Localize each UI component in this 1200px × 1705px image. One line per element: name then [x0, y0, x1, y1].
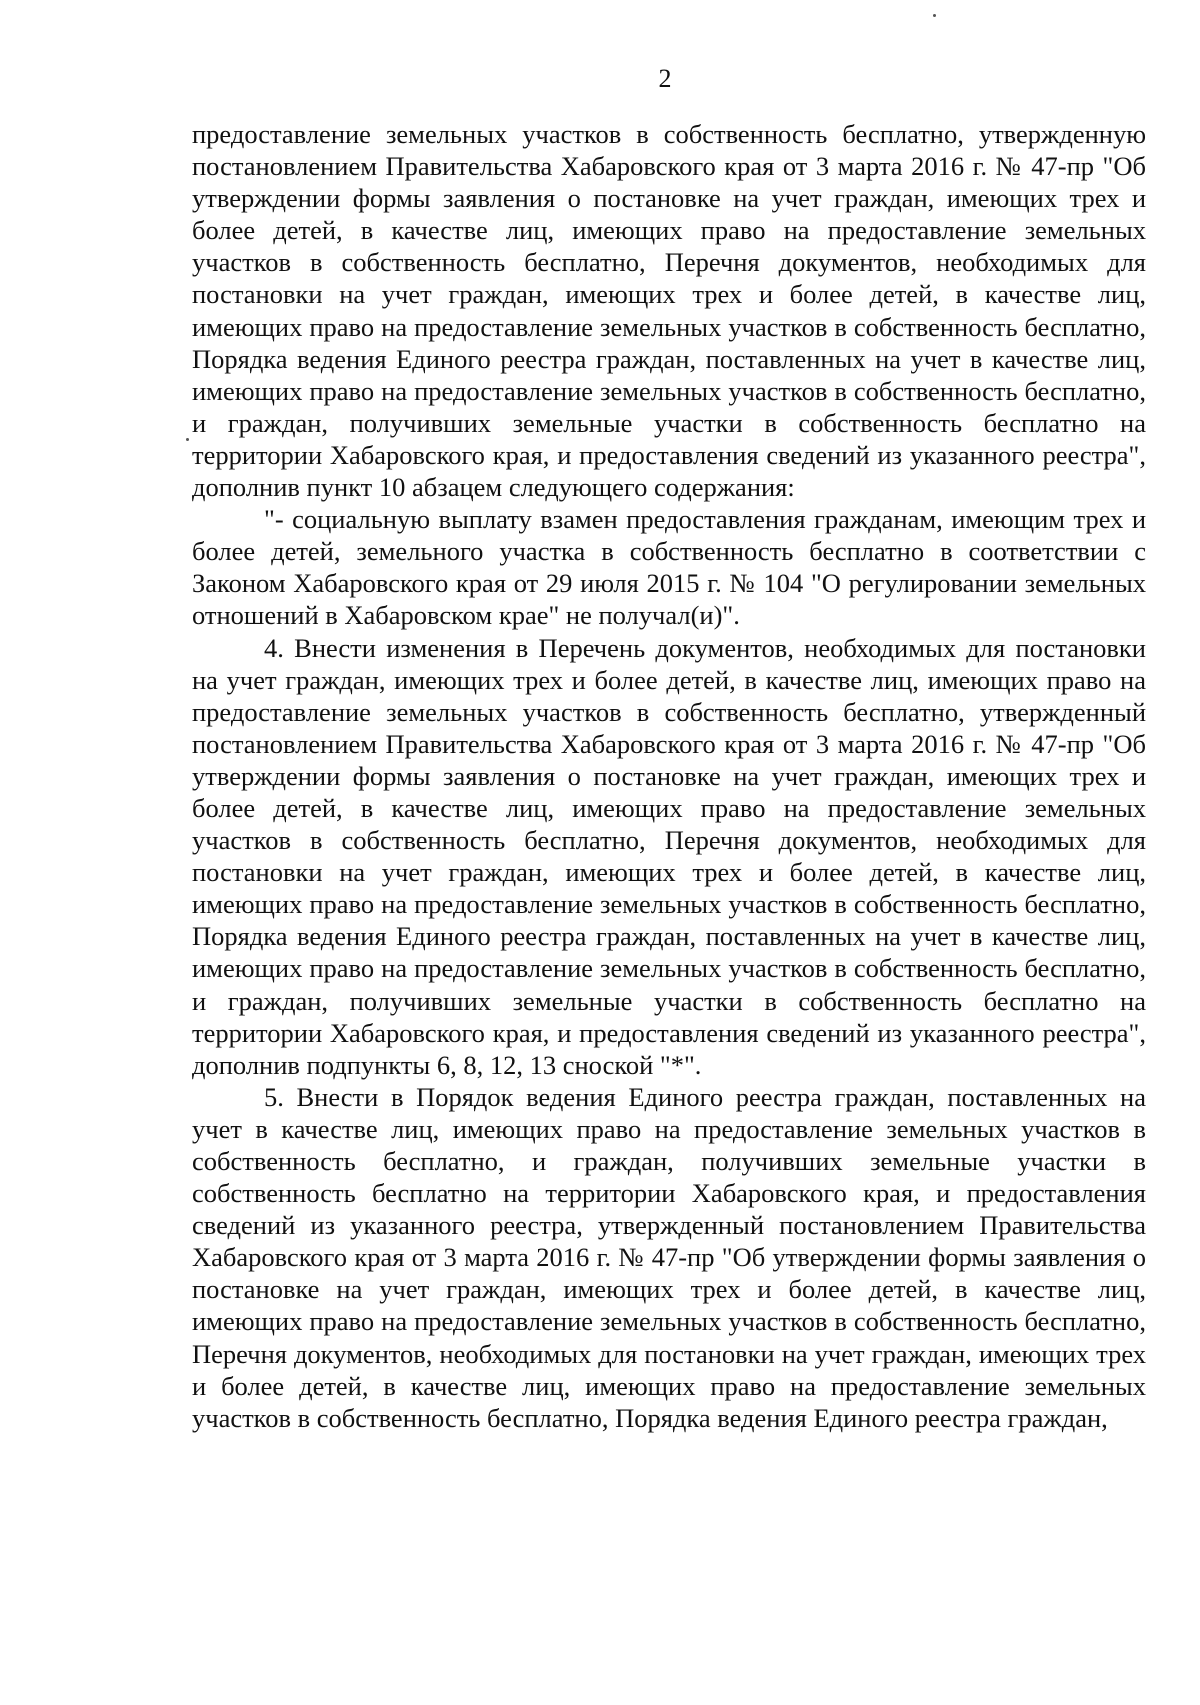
- paragraph-item-4: 4. Внести изменения в Перечень документов, необходимых для постановки на учет граждан, имеющих трех и более детей, в качестве лиц, имеющих право на предоставление земельных участков в собственность бесплатно, утвержденный постановлением Правительства Хабаровского края от 3 марта 2016 г. № 47-пр "Об утверждении формы заявления о постановке на учет граждан, имеющих трех и более детей, в качестве лиц, имеющих право на предоставление земельных участков в собственность бесплатно, Перечня документов, необходимых для постановки на учет граждан, имеющих трех и более детей, в качестве лиц, имеющих право на предоставление земельных участков в собственность бесплатно, Порядка ведения Единого реестра граждан, поставленных на учет в качестве лиц, имеющих право на предоставление земельных участков в собственность бесплатно, и граждан, получивших земельные участки в собственность бесплатно на территории Хабаровского края, и предоставления сведений из указанного реестра", дополнив подпункты 6, 8, 12, 13 сноской "*".: [192, 632, 1146, 1080]
- paragraph-continuation: предоставление земельных участков в собственность бесплатно, утвержденную постановлением Правительства Хабаровского края от 3 марта 2016 г. № 47-пр "Об утверждении формы заявления о постановке на учет граждан, имеющих трех и более детей, в качестве лиц, имеющих право на предоставление земельных участков в собственность бесплатно, Перечня документов, необходимых для постановки на учет граждан, имеющих трех и более детей, в качестве лиц, имеющих право на предоставление земельных участков в собственность бесплатно, Порядка ведения Единого реестра граждан, поставленных на учет в качестве лиц, имеющих право на предоставление земельных участков в собственность бесплатно, и граждан, получивших земельные участки в собственность бесплатно на территории Хабаровского края, и предоставления сведений из указанного реестра", дополнив пункт 10 абзацем следующего содержания:: [192, 119, 1146, 503]
- document-body: [192, 118, 1146, 1434]
- page-number: 2: [658, 64, 672, 93]
- scan-speck: [933, 14, 936, 17]
- paragraph-quoted-addition: "- социальную выплату взамен предоставления гражданам, имеющим трех и более детей, земельного участка в собственность бесплатно в соответствии с Законом Хабаровского края от 29 июля 2015 г. № 104 "О регулировании земельных отношений в Хабаровском крае" не получал(и)".: [192, 504, 1146, 631]
- scan-speck: [186, 438, 189, 441]
- paragraph-item-5: 5. Внести в Порядок ведения Единого реестра граждан, поставленных на учет в качестве лиц, имеющих право на предоставление земельных участков в собственность бесплатно, и граждан, получивших земельные участки в собственность бесплатно на территории Хабаровского края, и предоставления сведений из указанного реестра, утвержденный постановлением Правительства Хабаровского края от 3 марта 2016 г. № 47-пр "Об утверждении формы заявления о постановке на учет граждан, имеющих трех и более детей, в качестве лиц, имеющих право на предоставление земельных участков в собственность бесплатно, Перечня документов, необходимых для постановки на учет граждан, имеющих трех и более детей, в качестве лиц, имеющих право на предоставление земельных участков в собственность бесплатно, Порядка ведения Единого реестра граждан,: [192, 1081, 1146, 1433]
